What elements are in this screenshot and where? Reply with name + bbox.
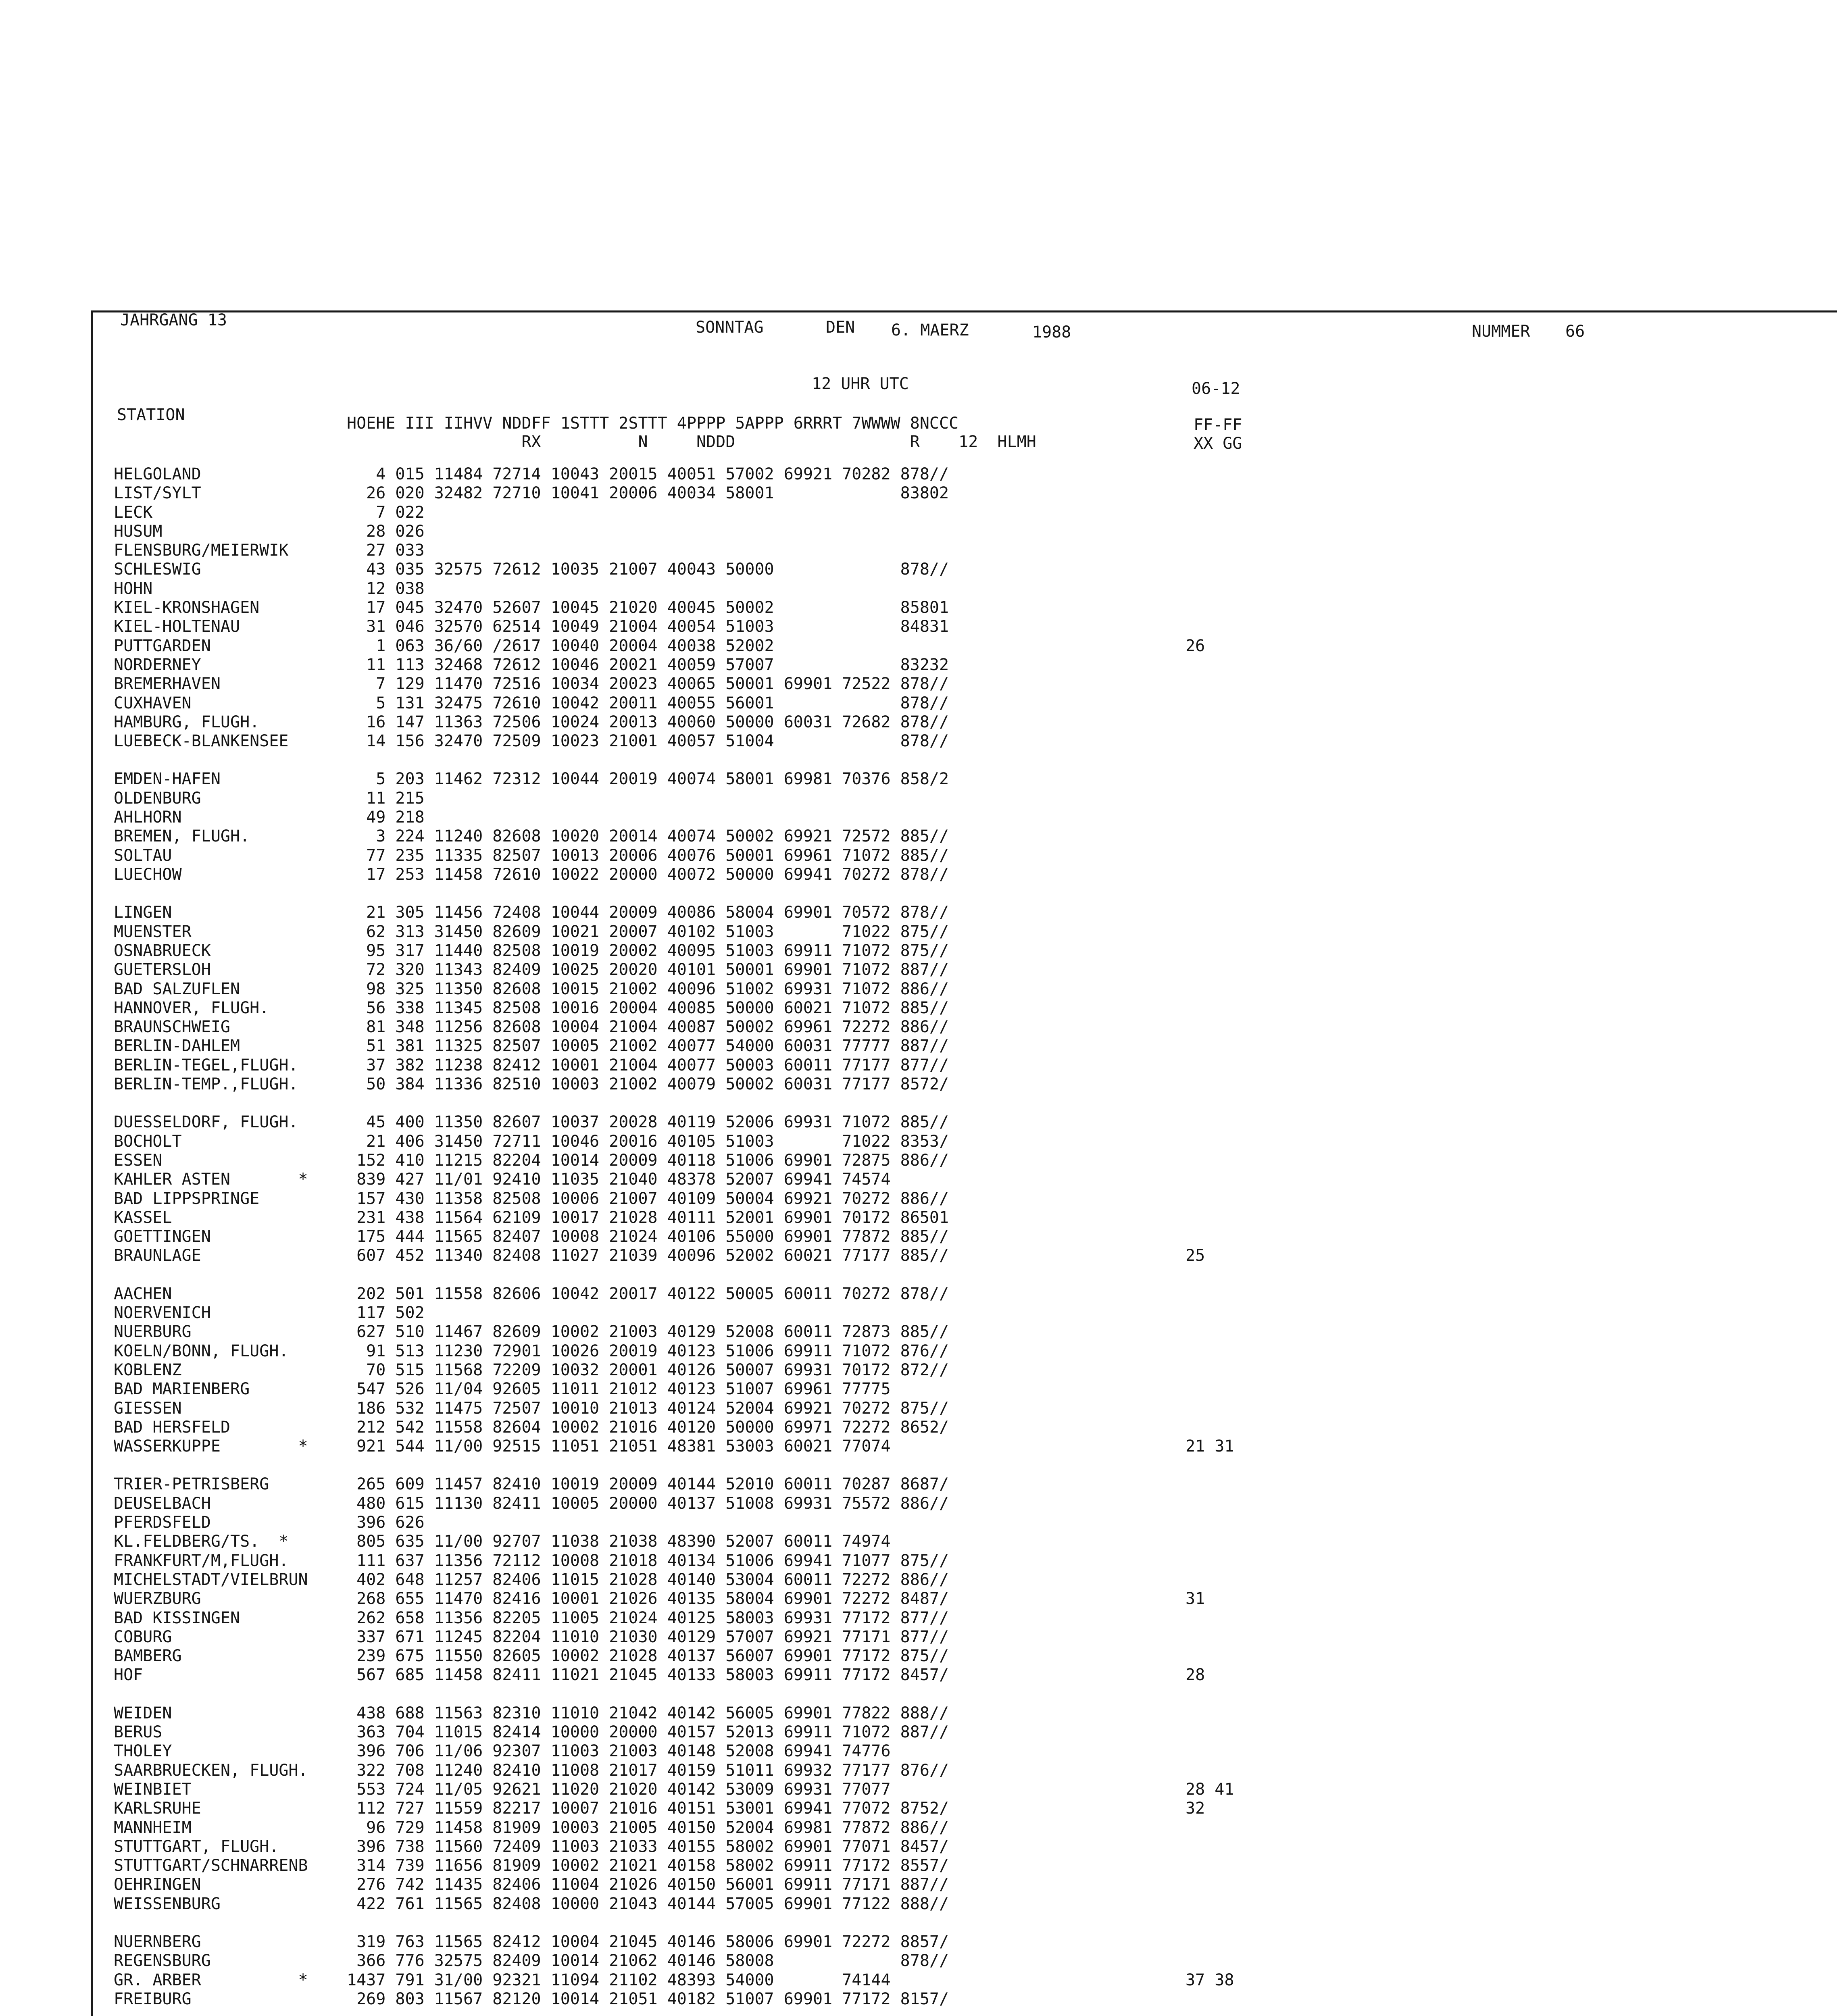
- station-values: 805 635 11/00 92707 11038 21038 48390 52007 60011 74974: [347, 1532, 891, 1551]
- station-name: LECK: [114, 503, 153, 522]
- station-row: [0, 1494, 1846, 1513]
- station-row: [0, 655, 1846, 675]
- station-row: [0, 1056, 1846, 1075]
- station-name: HOF: [114, 1666, 143, 1684]
- column-header-codes: HOEHE III IIHVV NDDFF 1STTT 2STTT 4PPPP 5APPP 6RRRT 7WWWW 8NCCC: [347, 414, 959, 433]
- station-values: 16 147 11363 72506 10024 20013 40060 50000 60031 72682 878//: [347, 713, 949, 731]
- station-row: [0, 1418, 1846, 1437]
- station-name: BRAUNSCHWEIG: [114, 1018, 230, 1036]
- station-name: KL.FELDBERG/TS. *: [114, 1532, 289, 1551]
- station-values: 212 542 11558 82604 10002 21016 40120 50000 69971 72272 8652/: [347, 1418, 949, 1437]
- station-name: LINGEN: [114, 903, 172, 922]
- station-values: 28 026: [347, 522, 425, 541]
- station-name: MANNHEIM: [114, 1818, 192, 1837]
- station-row: [0, 1875, 1846, 1894]
- station-values: 111 637 11356 72112 10008 21018 40134 51006 69941 71077 875//: [347, 1552, 949, 1570]
- station-row: [0, 1437, 1846, 1456]
- station-row: [0, 731, 1846, 751]
- station-row: [0, 1246, 1846, 1265]
- station-values: 70 515 11568 72209 10032 20001 40126 50007 69931 70172 872//: [347, 1361, 949, 1379]
- station-row: [0, 1075, 1846, 1094]
- station-row: [0, 1036, 1846, 1056]
- station-row: [0, 1837, 1846, 1856]
- station-name: SAARBRUECKEN, FLUGH.: [114, 1761, 308, 1780]
- station-row: [0, 789, 1846, 808]
- station-name: KASSEL: [114, 1208, 172, 1227]
- station-values: 202 501 11558 82606 10042 20017 40122 50005 60011 70272 878//: [347, 1285, 949, 1303]
- station-values: 921 544 11/00 92515 11051 21051 48381 53003 60021 77074: [347, 1437, 891, 1456]
- station-row: [0, 674, 1846, 694]
- station-name: GOETTINGEN: [114, 1227, 211, 1246]
- station-row: [0, 865, 1846, 884]
- station-row: [0, 1665, 1846, 1685]
- station-name: KIEL-KRONSHAGEN: [114, 598, 260, 617]
- station-name: LIST/SYLT: [114, 484, 201, 502]
- station-values: 231 438 11564 62109 10017 21028 40111 52001 69901 70172 86501: [347, 1208, 949, 1227]
- station-name: STUTTGART/SCHNARRENB: [114, 1856, 308, 1875]
- station-values: 26 020 32482 72710 10041 20006 40034 58001 83802: [347, 484, 949, 502]
- station-name: BAD HERSFELD: [114, 1418, 230, 1437]
- station-name: GIESSEN: [114, 1399, 182, 1418]
- station-name: GR. ARBER *: [114, 1971, 308, 1989]
- station-row: [0, 1360, 1846, 1380]
- station-name: NOERVENICH: [114, 1304, 211, 1322]
- station-name: AHLHORN: [114, 808, 182, 827]
- station-name: MICHELSTADT/VIELBRUN: [114, 1570, 308, 1589]
- station-name: HANNOVER, FLUGH.: [114, 999, 269, 1017]
- station-name: BERUS: [114, 1723, 163, 1741]
- station-name: FREIBURG: [114, 1990, 192, 2008]
- station-wind: 31: [1186, 1589, 1205, 1608]
- station-values: 81 348 11256 82608 10004 21004 40087 50002 69961 72272 886//: [347, 1018, 949, 1036]
- station-row: [0, 960, 1846, 979]
- station-name: KIEL-HOLTENAU: [114, 617, 240, 636]
- station-row: [0, 1303, 1846, 1322]
- station-values: 627 510 11467 82609 10002 21003 40129 52008 60011 72873 885//: [347, 1322, 949, 1341]
- station-name: AACHEN: [114, 1285, 172, 1303]
- station-values: 319 763 11565 82412 10004 21045 40146 58006 69901 72272 8857/: [347, 1933, 949, 1951]
- station-name: THOLEY: [114, 1742, 172, 1760]
- station-values: 152 410 11215 82204 10014 20009 40118 51006 69901 72875 886//: [347, 1151, 949, 1170]
- station-row: [0, 694, 1846, 713]
- station-values: 396 626: [347, 1513, 425, 1532]
- station-wind: 28: [1186, 1666, 1205, 1684]
- station-values: 14 156 32470 72509 10023 21001 40057 51004 878//: [347, 732, 949, 750]
- station-name: BREMERHAVEN: [114, 675, 221, 693]
- station-name: BREMEN, FLUGH.: [114, 827, 250, 846]
- station-row: [0, 941, 1846, 960]
- station-name: BAD KISSINGEN: [114, 1609, 240, 1627]
- station-row: [0, 1894, 1846, 1914]
- station-row: [0, 1341, 1846, 1361]
- station-row: [0, 503, 1846, 522]
- station-values: 363 704 11015 82414 10000 20000 40157 52013 69911 71072 887//: [347, 1723, 949, 1741]
- station-row: [0, 579, 1846, 598]
- station-name: WEISSENBURG: [114, 1895, 221, 1913]
- station-name: STUTTGART, FLUGH.: [114, 1837, 279, 1856]
- station-values: 396 738 11560 72409 11003 21033 40155 58002 69901 77071 8457/: [347, 1837, 949, 1856]
- station-values: 396 706 11/06 92307 11003 21003 40148 52008 69941 74776: [347, 1742, 891, 1760]
- station-wind: 25: [1186, 1246, 1205, 1265]
- station-row: [0, 712, 1846, 732]
- station-row: [0, 1818, 1846, 1837]
- station-name: BAD MARIENBERG: [114, 1380, 250, 1398]
- station-values: 77 235 11335 82507 10013 20006 40076 50001 69961 71072 885//: [347, 846, 949, 865]
- station-values: 7 022: [347, 503, 425, 522]
- station-values: 7 129 11470 72516 10034 20023 40065 50001 69901 72522 878//: [347, 675, 949, 693]
- station-values: 269 803 11567 82120 10014 21051 40182 51007 69901 77172 8157/: [347, 1990, 949, 2008]
- station-values: 402 648 11257 82406 11015 21028 40140 53004 60011 72272 886//: [347, 1570, 949, 1589]
- time-label: 12 UHR UTC: [812, 375, 909, 393]
- column-header-codes-sub: RX N NDDD R 12 HLMH: [347, 433, 1036, 451]
- station-row: [0, 1722, 1846, 1742]
- jahrgang-label: JAHRGANG 13: [120, 311, 227, 329]
- station-values: 480 615 11130 82411 10005 20000 40137 51008 69931 75572 886//: [347, 1494, 949, 1513]
- station-row: [0, 769, 1846, 789]
- station-wind: 26: [1186, 637, 1205, 655]
- station-values: 50 384 11336 82510 10003 21002 40079 50002 60031 77177 8572/: [347, 1075, 949, 1093]
- station-values: 276 742 11435 82406 11004 21026 40150 56001 69911 77171 887//: [347, 1875, 949, 1894]
- station-name: HUSUM: [114, 522, 163, 541]
- station-row: [0, 1799, 1846, 1818]
- station-row: [0, 1017, 1846, 1037]
- station-name: DEUSELBACH: [114, 1494, 211, 1513]
- station-values: 17 045 32470 52607 10045 21020 40045 50002 85801: [347, 598, 949, 617]
- station-name: PUTTGARDEN: [114, 637, 211, 655]
- station-values: 12 038: [347, 579, 425, 598]
- nummer-value: 66: [1565, 322, 1585, 341]
- station-name: WEINBIET: [114, 1780, 192, 1799]
- station-row: [0, 1608, 1846, 1628]
- column-header-wind: FF-FF: [1194, 416, 1242, 434]
- station-name: HAMBURG, FLUGH.: [114, 713, 260, 731]
- station-values: 56 338 11345 82508 10016 20004 40085 50000 60021 71072 885//: [347, 999, 949, 1017]
- station-row: [0, 1570, 1846, 1589]
- station-values: 31 046 32570 62514 10049 21004 40054 51003 84831: [347, 617, 949, 636]
- station-values: 567 685 11458 82411 11021 21045 40133 58003 69911 77172 8457/: [347, 1666, 949, 1684]
- station-values: 5 203 11462 72312 10044 20019 40074 58001 69981 70376 858/2: [347, 770, 949, 788]
- station-row: [0, 1151, 1846, 1170]
- station-row: [0, 1399, 1846, 1418]
- station-name: BERLIN-DAHLEM: [114, 1037, 240, 1055]
- station-row: [0, 922, 1846, 941]
- station-values: 607 452 11340 82408 11027 21039 40096 52002 60021 77177 885//: [347, 1246, 949, 1265]
- station-wind: 21 31: [1186, 1437, 1234, 1456]
- station-row: [0, 1704, 1846, 1723]
- station-row: [0, 1322, 1846, 1341]
- station-wind: 37 38: [1186, 1971, 1234, 1989]
- station-row: [0, 1589, 1846, 1608]
- station-name: BOCHOLT: [114, 1132, 182, 1151]
- station-name: TRIER-PETRISBERG: [114, 1475, 269, 1493]
- station-name: WEIDEN: [114, 1704, 172, 1722]
- station-values: 43 035 32575 72612 10035 21007 40043 50000 878//: [347, 560, 949, 579]
- station-values: 4 015 11484 72714 10043 20015 40051 57002 69921 70282 878//: [347, 465, 949, 483]
- station-row: [0, 617, 1846, 636]
- station-values: 839 427 11/01 92410 11035 21040 48378 52007 69941 74574: [347, 1170, 891, 1189]
- station-name: NUERBURG: [114, 1322, 192, 1341]
- station-name: BERLIN-TEGEL,FLUGH.: [114, 1056, 298, 1075]
- station-name: BAD LIPPSPRINGE: [114, 1189, 260, 1208]
- station-name: SCHLESWIG: [114, 560, 201, 579]
- station-values: 337 671 11245 82204 11010 21030 40129 57007 69921 77171 877//: [347, 1628, 949, 1646]
- station-values: 366 776 32575 82409 10014 21062 40146 58008 878//: [347, 1951, 949, 1970]
- station-values: 268 655 11470 82416 10001 21026 40135 58004 69901 72272 8487/: [347, 1589, 949, 1608]
- column-header-station: STATION: [117, 406, 185, 424]
- station-name: MUENSTER: [114, 923, 192, 941]
- station-values: 322 708 11240 82410 11008 21017 40159 51011 69932 77177 876//: [347, 1761, 949, 1780]
- station-row: [0, 1989, 1846, 2009]
- station-row: [0, 1284, 1846, 1304]
- station-name: COBURG: [114, 1628, 172, 1646]
- station-name: PFERDSFELD: [114, 1513, 211, 1532]
- station-name: GUETERSLOH: [114, 960, 211, 979]
- station-row: [0, 464, 1846, 484]
- station-name: BRAUNLAGE: [114, 1246, 201, 1265]
- station-name: NORDERNEY: [114, 656, 201, 674]
- station-values: 1 063 36/60 /2617 10040 20004 40038 52002: [347, 637, 774, 655]
- station-values: 553 724 11/05 92621 11020 21020 40142 53009 69931 77077: [347, 1780, 891, 1799]
- station-values: 49 218: [347, 808, 425, 827]
- station-row: [0, 1646, 1846, 1666]
- station-values: 186 532 11475 72507 10010 21013 40124 52004 69921 70272 875//: [347, 1399, 949, 1418]
- station-row: [0, 1951, 1846, 1970]
- station-values: 96 729 11458 81909 10003 21005 40150 52004 69981 77872 886//: [347, 1818, 949, 1837]
- station-values: 21 406 31450 72711 10046 20016 40105 51003 71022 8353/: [347, 1132, 949, 1151]
- station-row: [0, 1780, 1846, 1799]
- station-name: HOHN: [114, 579, 153, 598]
- station-values: 239 675 11550 82605 10002 21028 40137 56007 69901 77172 875//: [347, 1647, 949, 1665]
- station-values: 72 320 11343 82409 10025 20020 40101 50001 69901 71072 887//: [347, 960, 949, 979]
- station-values: 547 526 11/04 92605 11011 21012 40123 51007 69961 77775: [347, 1380, 891, 1398]
- frame-top-border: [91, 310, 1837, 312]
- station-wind: 28 41: [1186, 1780, 1234, 1799]
- station-name: OSNABRUECK: [114, 941, 211, 960]
- station-name: KAHLER ASTEN *: [114, 1170, 308, 1189]
- station-values: 98 325 11350 82608 10015 21002 40096 51002 69931 71072 886//: [347, 980, 949, 998]
- station-row: [0, 1532, 1846, 1551]
- station-name: WUERZBURG: [114, 1589, 201, 1608]
- station-name: REGENSBURG: [114, 1951, 211, 1970]
- station-values: 95 317 11440 82508 10019 20002 40095 51003 69911 71072 875//: [347, 941, 949, 960]
- station-values: 112 727 11559 82217 10007 21016 40151 53001 69941 77072 8752/: [347, 1799, 949, 1818]
- station-values: 117 502: [347, 1304, 425, 1322]
- station-row: [0, 1932, 1846, 1951]
- station-name: KOBLENZ: [114, 1361, 182, 1379]
- station-wind: 32: [1186, 1799, 1205, 1818]
- station-row: [0, 1379, 1846, 1399]
- station-values: 265 609 11457 82410 10019 20009 40144 52010 60011 70287 8687/: [347, 1475, 949, 1493]
- station-row: [0, 903, 1846, 922]
- station-row: [0, 1551, 1846, 1570]
- station-name: CUXHAVEN: [114, 694, 192, 712]
- station-row: [0, 1627, 1846, 1647]
- station-name: BAMBERG: [114, 1647, 182, 1665]
- weekday-label: SONNTAG: [696, 318, 764, 337]
- station-row: [0, 483, 1846, 503]
- station-values: 157 430 11358 82508 10006 21007 40109 50004 69921 70272 886//: [347, 1189, 949, 1208]
- station-row: [0, 998, 1846, 1018]
- station-values: 1437 791 31/00 92321 11094 21102 48393 54000 74144: [347, 1971, 891, 1989]
- station-values: 45 400 11350 82607 10037 20028 40119 52006 69931 71072 885//: [347, 1113, 949, 1131]
- station-row: [0, 1513, 1846, 1532]
- station-name: NUERNBERG: [114, 1933, 201, 1951]
- station-values: 262 658 11356 82205 11005 21024 40125 58003 69931 77172 877//: [347, 1609, 949, 1627]
- station-row: [0, 560, 1846, 579]
- column-header-wind-sub: XX GG: [1194, 434, 1242, 453]
- station-name: WASSERKUPPE *: [114, 1437, 308, 1456]
- station-name: ESSEN: [114, 1151, 163, 1170]
- station-row: [0, 1761, 1846, 1780]
- station-name: BERLIN-TEMP.,FLUGH.: [114, 1075, 298, 1093]
- station-values: 175 444 11565 82407 10008 21024 40106 55000 69901 77872 885//: [347, 1227, 949, 1246]
- station-values: 21 305 11456 72408 10044 20009 40086 58004 69901 70572 878//: [347, 903, 949, 922]
- station-values: 11 215: [347, 789, 425, 808]
- station-values: 51 381 11325 82507 10005 21002 40077 54000 60031 77777 887//: [347, 1037, 949, 1055]
- station-name: EMDEN-HAFEN: [114, 770, 221, 788]
- period-label: 06-12: [1192, 379, 1240, 398]
- station-values: 62 313 31450 82609 10021 20007 40102 51003 71022 875//: [347, 923, 949, 941]
- station-row: [0, 636, 1846, 656]
- station-name: FRANKFURT/M,FLUGH.: [114, 1552, 289, 1570]
- nummer-label: NUMMER: [1472, 322, 1530, 341]
- station-row: [0, 1112, 1846, 1132]
- station-row: [0, 1856, 1846, 1875]
- station-row: [0, 827, 1846, 846]
- station-values: 37 382 11238 82412 10001 21004 40077 50003 60011 77177 877//: [347, 1056, 949, 1075]
- station-row: [0, 1970, 1846, 1990]
- station-row: [0, 1189, 1846, 1208]
- station-values: 91 513 11230 72901 10026 20019 40123 51006 69911 71072 876//: [347, 1342, 949, 1360]
- station-row: [0, 846, 1846, 865]
- station-row: [0, 1170, 1846, 1189]
- station-name: OEHRINGEN: [114, 1875, 201, 1894]
- year-label: 1988: [1032, 323, 1071, 342]
- station-values: 5 131 32475 72610 10042 20011 40055 56001 878//: [347, 694, 949, 712]
- station-row: [0, 541, 1846, 560]
- station-row: [0, 1208, 1846, 1227]
- station-row: [0, 808, 1846, 827]
- station-name: FLENSBURG/MEIERWIK: [114, 541, 289, 560]
- station-name: SOLTAU: [114, 846, 172, 865]
- station-row: [0, 1475, 1846, 1494]
- station-name: DUESSELDORF, FLUGH.: [114, 1113, 298, 1131]
- station-row: [0, 598, 1846, 617]
- station-name: KOELN/BONN, FLUGH.: [114, 1342, 289, 1360]
- station-row: [0, 1132, 1846, 1151]
- station-row: [0, 1227, 1846, 1246]
- station-row: [0, 522, 1846, 541]
- station-row: [0, 1741, 1846, 1761]
- station-values: 314 739 11656 81909 10002 21021 40158 58002 69911 77172 8557/: [347, 1856, 949, 1875]
- station-name: OLDENBURG: [114, 789, 201, 808]
- station-name: HELGOLAND: [114, 465, 201, 483]
- den-label: DEN: [826, 318, 855, 337]
- station-name: LUECHOW: [114, 865, 182, 884]
- date-label: 6. MAERZ: [891, 321, 969, 339]
- station-values: 3 224 11240 82608 10020 20014 40074 50002 69921 72572 885//: [347, 827, 949, 846]
- station-name: LUEBECK-BLANKENSEE: [114, 732, 289, 750]
- station-name: BAD SALZUFLEN: [114, 980, 240, 998]
- station-row: [0, 979, 1846, 999]
- station-values: 17 253 11458 72610 10022 20000 40072 50000 69941 70272 878//: [347, 865, 949, 884]
- station-values: 11 113 32468 72612 10046 20021 40059 57007 83232: [347, 656, 949, 674]
- station-values: 422 761 11565 82408 10000 21043 40144 57005 69901 77122 888//: [347, 1895, 949, 1913]
- station-values: 438 688 11563 82310 11010 21042 40142 56005 69901 77822 888//: [347, 1704, 949, 1722]
- station-values: 27 033: [347, 541, 425, 560]
- station-name: KARLSRUHE: [114, 1799, 201, 1818]
